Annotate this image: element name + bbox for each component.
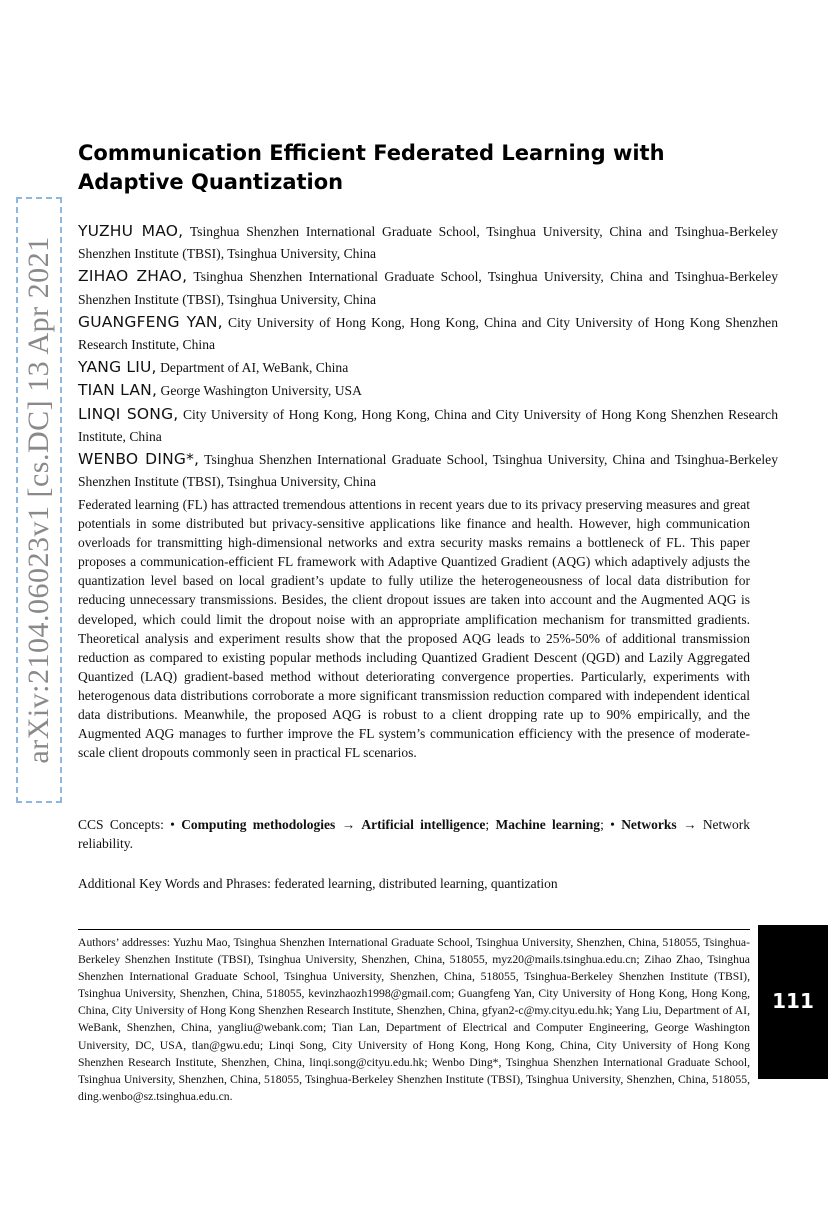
- author-entry: [78, 265, 778, 310]
- page-number-tab: [758, 925, 828, 1079]
- ccs-concepts: [78, 815, 750, 853]
- author-name: LINQI SONG,: [78, 404, 179, 423]
- ccs-concept: Network reliability.: [78, 817, 751, 851]
- author-entry: [78, 403, 778, 448]
- author-entry: [78, 311, 778, 356]
- author-name: YUZHU MAO,: [78, 222, 184, 240]
- author-name: ZIHAO ZHAO,: [78, 267, 188, 286]
- author-name: YANG LIU,: [78, 358, 157, 377]
- ccs-separator: ;: [600, 817, 604, 832]
- author-entry: [78, 356, 778, 379]
- arxiv-identifier[interactable]: arXiv:2104.06023v1 [cs.DC] 13 Apr 2021: [22, 236, 55, 764]
- ccs-arrow: →: [683, 817, 697, 832]
- ccs-arrow: →: [341, 817, 356, 832]
- arxiv-stamp: [16, 197, 62, 803]
- author-affiliation: City University of Hong Kong, Hong Kong, China and City University of Hong Kong Shenzhen Research Institute, China: [78, 314, 778, 353]
- ccs-concept: Machine learning: [495, 817, 601, 832]
- page-number: 111: [772, 989, 814, 1013]
- author-entry: [78, 448, 778, 493]
- author-list: [78, 220, 778, 493]
- keywords: Additional Key Words and Phrases: federated learning, distributed learning, quantization: [78, 876, 558, 891]
- ccs-prefix: CCS Concepts:: [78, 817, 164, 832]
- author-affiliation: Department of AI, WeBank, China: [160, 360, 349, 376]
- author-name: GUANGFENG YAN,: [78, 312, 223, 331]
- ccs-concept: Artificial intelligence: [361, 817, 486, 832]
- author-name: WENBO DING*,: [78, 450, 200, 469]
- author-affiliation: City University of Hong Kong, Hong Kong, China and City University of Hong Kong Shenzhen Research Institute, China: [78, 406, 778, 444]
- author-name: TIAN LAN,: [78, 381, 158, 400]
- author-affiliation: Tsinghua Shenzhen International Graduate School, Tsinghua University, China and Tsinghua-Berkeley Shenzhen Institute (TBSI), Tsinghua University, China: [78, 224, 779, 262]
- ccs-concept: Computing methodologies: [181, 817, 336, 832]
- footnote-divider: [78, 929, 750, 930]
- author-affiliation: George Washington University, USA: [160, 383, 362, 399]
- authors-addresses-footnote: Authors’ addresses: Yuzhu Mao, Tsinghua Shenzhen International Graduate School, Tsinghua University, Shenzhen, China, 518055, Tsinghua-Berkeley Shenzhen Institute (TBSI), Tsinghua University, Shenzhen, China, 518055, myz20@mails.tsinghua.edu.cn; Zihao Zhao, Tsinghua Shenzhen International Graduate School, Tsinghua University, Shenzhen, China, 518055, Tsinghua-Berkeley Shenzhen Institute (TBSI), Tsinghua University, Shenzhen, China, 518055, kevinzhaozh1998@gmail.com; Guangfeng Yan, City University of Hong Kong, Hong Kong, China, City University of Hong Kong Shenzhen Research Institute, Shenzhen, China, gfyan2-c@my.cityu.edu.hk; Yang Liu, Department of AI, WeBank, Shenzhen, China, yangliu@webank.com; Tian Lan, Department of Electrical and Computer Engineering, George Washington University, DC, USA, tlan@gwu.edu; Linqi Song, City University of Hong Kong, Hong Kong, China, City University of Hong Kong Shenzhen Research Institute, Shenzhen, China, linqi.song@cityu.edu.hk; Wenbo Ding*, Tsinghua Shenzhen International Graduate School, Tsinghua University, Shenzhen, China, 518055, Tsinghua-Berkeley Shenzhen Institute (TBSI), Tsinghua University, Shenzhen, China, 518055, ding.wenbo@sz.tsinghua.edu.cn.: [78, 936, 750, 1103]
- ccs-concept: Networks: [621, 817, 677, 832]
- abstract: Federated learning (FL) has attracted tremendous attentions in recent years due to its privacy preserving measures and great potentials in some distributed but privacy-sensitive applications like finance and health. However, high communication overloads for transmitting high-dimensional networks and extra security masks remains a bottleneck of FL. This paper proposes a communication-efficient FL framework with Adaptive Quantized Gradient (AQG) which adaptively adjusts the quantization level based on local gradient’s update to fully utilize the heterogeneousness of local data distribution for reducing unnecessary transmissions. Besides, the client dropout issues are taken into account and the Augmented AQG is developed, which could limit the dropout noise with an appropriate amplification mechanism for transmitted gradients. Theoretical analysis and experiment results show that the proposed AQG leads to 25%-50% of additional transmission reduction as compared to existing popular methods including Quantized Gradient Descent (QGD) and Lazily Aggregated Quantized (LAQ) gradient-based method without deteriorating convergence properties. Particularly, experiments with heterogenous data distributions corroborate a more significant transmission reduction compared with independent identical data distributions. Meanwhile, the proposed AQG is robust to a client dropping rate up to 90% empirically, and the Augmented AQG manages to further improve the FL system’s communication efficiency with the presence of moderate-scale client dropouts commonly seen in practical FL scenarios.: [78, 497, 750, 761]
- author-affiliation: Tsinghua Shenzhen International Graduate School, Tsinghua University, China and Tsinghua-Berkeley Shenzhen Institute (TBSI), Tsinghua University, China: [78, 269, 779, 307]
- author-affiliation: Tsinghua Shenzhen International Graduate School, Tsinghua University, China and Tsinghua-Berkeley Shenzhen Institute (TBSI), Tsinghua University, China: [78, 452, 778, 490]
- author-entry: [78, 379, 778, 402]
- paper-title: Communication Efficient Federated Learning with Adaptive Quantization: [78, 141, 665, 194]
- ccs-bullet: •: [170, 817, 175, 832]
- ccs-separator: ;: [485, 817, 490, 832]
- author-entry: [78, 220, 778, 265]
- ccs-bullet: •: [610, 817, 615, 832]
